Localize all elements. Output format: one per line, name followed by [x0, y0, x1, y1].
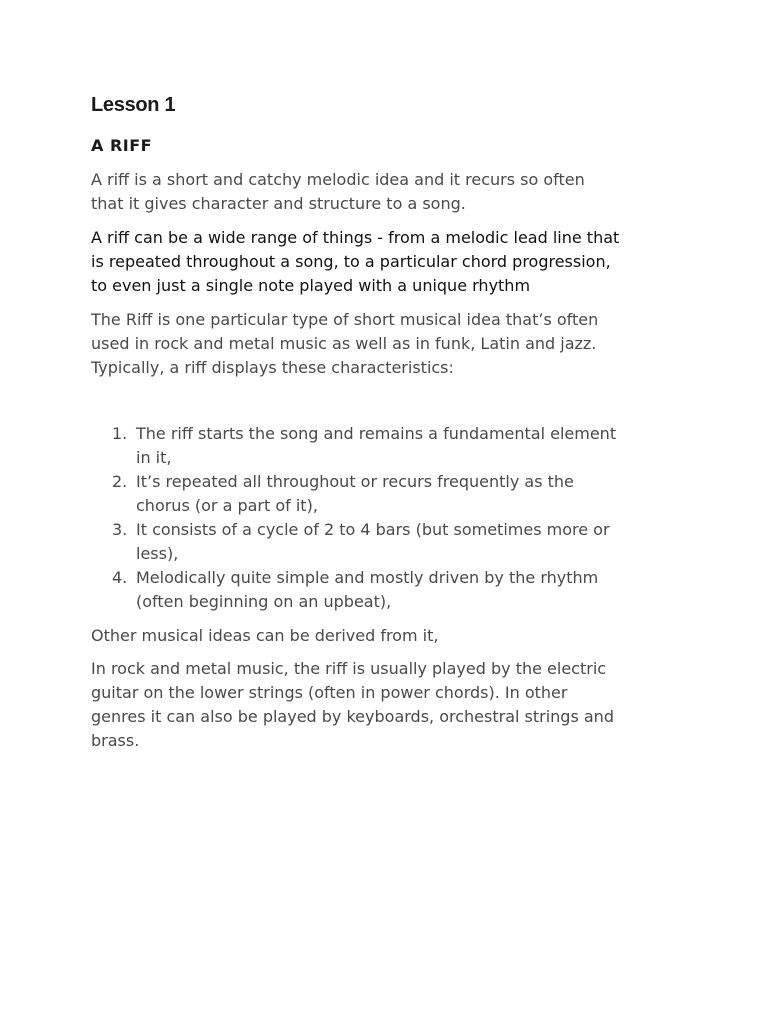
list-item — [112, 470, 692, 518]
list-item-text: It’s repeated all throughout or recurs frequently as the — [136, 472, 574, 491]
list-item-text: in it, — [136, 448, 172, 467]
list-item-text: The riff starts the song and remains a fundamental element — [136, 424, 617, 443]
text-line: is repeated throughout a song, to a particular chord progression, — [91, 252, 611, 271]
list-item-text: less), — [136, 544, 179, 563]
list-item-text: Melodically quite simple and mostly driven by the rhythm — [136, 568, 599, 587]
paragraph-derived-ideas — [91, 624, 691, 648]
list-number: 1. — [112, 424, 128, 443]
characteristics-list — [112, 422, 692, 614]
paragraph-riff-definition — [91, 168, 691, 216]
text-line: genres it can also be played by keyboards, orchestral strings and — [91, 707, 614, 726]
text-line: guitar on the lower strings (often in power chords). In other — [91, 683, 568, 702]
list-item-text: chorus (or a part of it), — [136, 496, 318, 515]
paragraph-riff-genres — [91, 308, 691, 380]
list-number: 3. — [112, 520, 128, 539]
text-line: In rock and metal music, the riff is usually played by the electric — [91, 659, 607, 678]
text-line: A riff is a short and catchy melodic idea and it recurs so often — [91, 170, 585, 189]
text-line: that it gives character and structure to a song. — [91, 194, 466, 213]
list-item-text: It consists of a cycle of 2 to 4 bars (but sometimes more or — [136, 520, 610, 539]
text-line: Other musical ideas can be derived from it, — [91, 626, 439, 645]
list-item — [112, 566, 692, 614]
list-item — [112, 422, 692, 470]
section-heading: A RIFF — [91, 136, 153, 155]
list-item — [112, 518, 692, 566]
text-line: A riff can be a wide range of things - from a melodic lead line that — [91, 228, 620, 247]
list-number: 4. — [112, 568, 128, 587]
paragraph-riff-range — [91, 226, 691, 298]
text-line: used in rock and metal music as well as in funk, Latin and jazz. — [91, 334, 597, 353]
list-number: 2. — [112, 472, 128, 491]
lesson-title: Lesson 1 — [91, 94, 176, 116]
text-line: brass. — [91, 731, 140, 750]
text-line: The Riff is one particular type of short musical idea that’s often — [91, 310, 599, 329]
list-item-text: (often beginning on an upbeat), — [136, 592, 392, 611]
paragraph-riff-instruments — [91, 657, 691, 753]
text-line: to even just a single note played with a unique rhythm — [91, 276, 531, 295]
text-line: Typically, a riff displays these characteristics: — [91, 358, 454, 377]
